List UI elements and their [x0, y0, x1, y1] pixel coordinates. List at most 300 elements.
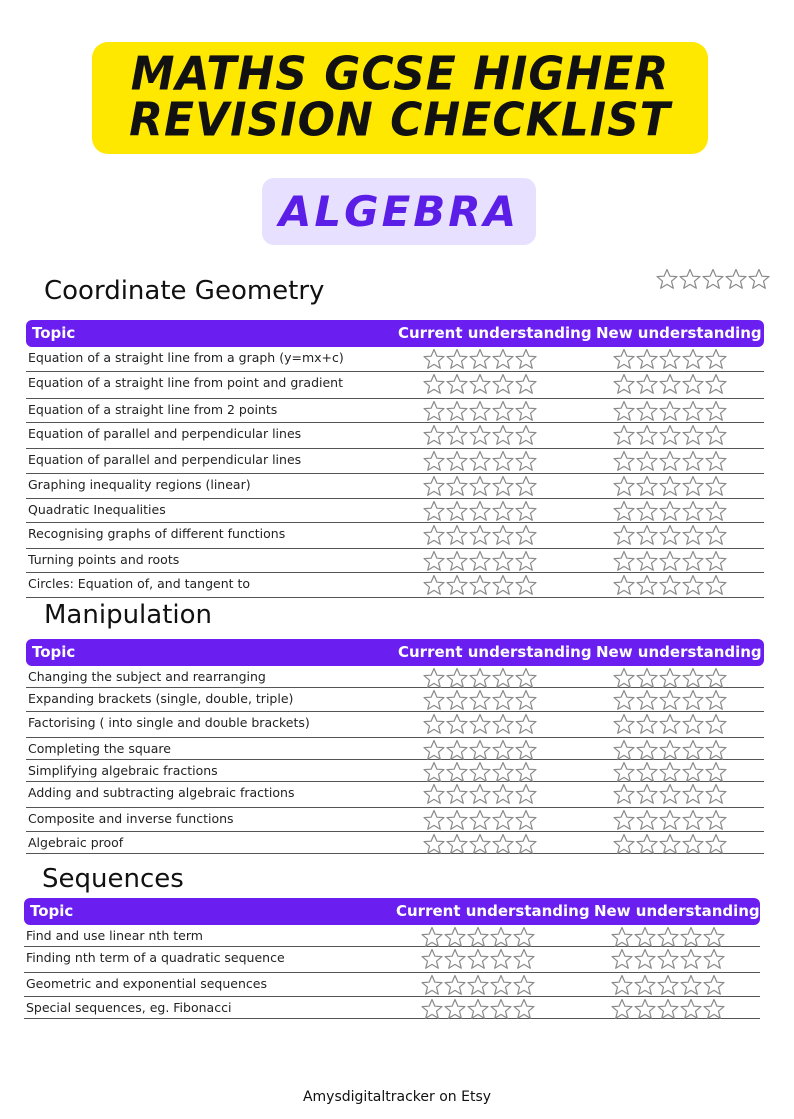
star-icon[interactable] [658, 373, 682, 395]
star-icon[interactable] [681, 739, 705, 761]
current-understanding-rating[interactable] [420, 926, 535, 948]
star-icon[interactable] [514, 475, 538, 497]
star-icon[interactable] [445, 667, 469, 689]
topic-label: Equation of a straight line from point and gradient [28, 375, 343, 390]
star-icon[interactable] [445, 809, 469, 831]
topic-label: Equation of parallel and perpendicular lines [28, 426, 302, 441]
star-icon[interactable] [491, 400, 515, 422]
star-icon[interactable] [445, 550, 469, 572]
star-icon[interactable] [491, 739, 515, 761]
star-icon[interactable] [514, 783, 538, 805]
new-understanding-rating[interactable] [612, 667, 727, 689]
star-icon[interactable] [681, 761, 705, 783]
star-icon[interactable] [658, 833, 682, 855]
current-understanding-rating[interactable] [422, 667, 537, 689]
star-icon[interactable] [635, 833, 659, 855]
star-icon[interactable] [658, 809, 682, 831]
new-understanding-rating[interactable] [612, 761, 727, 783]
star-icon[interactable] [445, 689, 469, 711]
topic-label: Special sequences, eg. Fibonacci [26, 1000, 232, 1015]
new-understanding-rating[interactable] [612, 524, 727, 546]
star-icon[interactable] [704, 739, 728, 761]
star-icon[interactable] [704, 809, 728, 831]
star-icon[interactable] [491, 713, 515, 735]
new-understanding-rating[interactable] [610, 948, 725, 970]
current-understanding-rating[interactable] [420, 948, 535, 970]
star-icon[interactable] [422, 450, 446, 472]
current-understanding-rating[interactable] [422, 809, 537, 831]
star-icon[interactable] [514, 809, 538, 831]
header-new-understanding: New understanding [594, 902, 760, 920]
star-icon[interactable] [445, 761, 469, 783]
star-icon[interactable] [704, 373, 728, 395]
star-icon[interactable] [679, 926, 703, 948]
star-icon[interactable] [658, 524, 682, 546]
star-icon[interactable] [635, 739, 659, 761]
star-icon[interactable] [702, 974, 726, 996]
star-icon[interactable] [635, 450, 659, 472]
table-row [26, 372, 764, 399]
star-icon[interactable] [681, 348, 705, 370]
star-icon[interactable] [612, 809, 636, 831]
star-icon[interactable] [422, 524, 446, 546]
star-icon[interactable] [612, 713, 636, 735]
star-icon[interactable] [491, 475, 515, 497]
star-icon[interactable] [468, 809, 492, 831]
star-icon[interactable] [704, 689, 728, 711]
star-icon[interactable] [491, 667, 515, 689]
star-icon[interactable] [514, 524, 538, 546]
star-icon[interactable] [514, 739, 538, 761]
table-row [26, 449, 764, 474]
star-icon[interactable] [635, 475, 659, 497]
current-understanding-rating[interactable] [422, 783, 537, 805]
star-icon[interactable] [704, 713, 728, 735]
star-icon[interactable] [491, 574, 515, 596]
current-understanding-rating[interactable] [422, 475, 537, 497]
new-understanding-rating[interactable] [612, 783, 727, 805]
star-icon[interactable] [468, 574, 492, 596]
star-icon[interactable] [445, 783, 469, 805]
current-understanding-rating[interactable] [422, 450, 537, 472]
star-icon[interactable] [468, 400, 492, 422]
star-icon[interactable] [445, 833, 469, 855]
star-icon[interactable] [610, 998, 634, 1020]
star-icon[interactable] [445, 500, 469, 522]
star-icon[interactable] [681, 783, 705, 805]
star-icon[interactable] [422, 739, 446, 761]
topic-label: Changing the subject and rearranging [28, 669, 266, 684]
star-icon[interactable] [704, 400, 728, 422]
section-title: ALGEBRA [278, 187, 520, 236]
star-icon[interactable] [658, 739, 682, 761]
star-icon[interactable] [612, 500, 636, 522]
new-understanding-rating[interactable] [612, 475, 727, 497]
star-icon[interactable] [612, 475, 636, 497]
star-icon[interactable] [612, 783, 636, 805]
topic-label: Turning points and roots [28, 552, 180, 567]
star-icon[interactable] [514, 450, 538, 472]
star-icon[interactable] [422, 783, 446, 805]
star-icon[interactable] [612, 739, 636, 761]
star-icon[interactable] [635, 524, 659, 546]
star-icon[interactable] [422, 689, 446, 711]
star-icon[interactable] [443, 926, 467, 948]
table-row [24, 947, 760, 973]
star-icon[interactable] [612, 524, 636, 546]
star-icon[interactable] [612, 400, 636, 422]
star-icon[interactable] [514, 424, 538, 446]
star-icon[interactable] [491, 424, 515, 446]
rating-legend [655, 268, 770, 292]
star-icon[interactable] [491, 373, 515, 395]
star-icon[interactable] [656, 948, 680, 970]
star-icon[interactable] [635, 667, 659, 689]
table-row [26, 399, 764, 423]
star-icon[interactable] [445, 450, 469, 472]
star-icon[interactable] [445, 524, 469, 546]
star-icon[interactable] [422, 761, 446, 783]
star-icon[interactable] [658, 783, 682, 805]
header-current-understanding: Current understanding [396, 902, 590, 920]
star-icon[interactable] [514, 713, 538, 735]
star-icon[interactable] [466, 998, 490, 1020]
table-row [24, 997, 760, 1019]
new-understanding-rating[interactable] [610, 974, 725, 996]
star-icon[interactable] [656, 974, 680, 996]
star-icon[interactable] [422, 809, 446, 831]
star-icon[interactable] [420, 948, 444, 970]
star-icon[interactable] [612, 667, 636, 689]
table-row [26, 808, 764, 832]
star-icon[interactable] [658, 761, 682, 783]
current-understanding-rating[interactable] [422, 524, 537, 546]
star-icon [724, 268, 748, 292]
star-icon[interactable] [422, 373, 446, 395]
star-icon[interactable] [681, 450, 705, 472]
star-icon[interactable] [468, 550, 492, 572]
star-icon[interactable] [491, 809, 515, 831]
star-icon[interactable] [635, 424, 659, 446]
star-icon[interactable] [514, 550, 538, 572]
star-icon[interactable] [633, 926, 657, 948]
star-icon[interactable] [704, 783, 728, 805]
star-icon[interactable] [658, 500, 682, 522]
star-icon[interactable] [420, 926, 444, 948]
topic-label: Factorising ( into single and double brackets) [28, 715, 310, 730]
star-icon[interactable] [704, 348, 728, 370]
star-icon[interactable] [468, 783, 492, 805]
star-icon[interactable] [658, 550, 682, 572]
star-icon[interactable] [445, 475, 469, 497]
star-icon[interactable] [612, 574, 636, 596]
star-icon[interactable] [704, 475, 728, 497]
star-icon[interactable] [704, 833, 728, 855]
star-icon[interactable] [422, 348, 446, 370]
star-icon[interactable] [468, 500, 492, 522]
star-icon[interactable] [681, 373, 705, 395]
topic-label: Quadratic Inequalities [28, 502, 166, 517]
star-icon[interactable] [704, 667, 728, 689]
star-icon[interactable] [491, 524, 515, 546]
star-icon[interactable] [612, 450, 636, 472]
star-icon[interactable] [635, 373, 659, 395]
star-icon[interactable] [658, 424, 682, 446]
star-icon[interactable] [681, 667, 705, 689]
star-icon[interactable] [656, 926, 680, 948]
star-icon[interactable] [468, 713, 492, 735]
star-icon[interactable] [445, 424, 469, 446]
star-icon[interactable] [491, 689, 515, 711]
star-icon[interactable] [704, 524, 728, 546]
topic-label: Equation of a straight line from a graph (y=mx+c) [28, 350, 344, 365]
new-understanding-rating[interactable] [612, 713, 727, 735]
star-icon[interactable] [514, 500, 538, 522]
new-understanding-rating[interactable] [612, 500, 727, 522]
star-icon[interactable] [466, 926, 490, 948]
star-icon[interactable] [420, 974, 444, 996]
current-understanding-rating[interactable] [422, 348, 537, 370]
star-icon[interactable] [704, 424, 728, 446]
new-understanding-rating[interactable] [612, 689, 727, 711]
star-icon[interactable] [658, 689, 682, 711]
star-icon[interactable] [612, 373, 636, 395]
star-icon[interactable] [658, 400, 682, 422]
star-icon[interactable] [679, 998, 703, 1020]
star-icon[interactable] [468, 424, 492, 446]
star-icon[interactable] [468, 450, 492, 472]
star-icon[interactable] [512, 948, 536, 970]
star-icon[interactable] [610, 926, 634, 948]
star-icon[interactable] [491, 550, 515, 572]
star-icon[interactable] [679, 948, 703, 970]
star-icon[interactable] [704, 550, 728, 572]
current-understanding-rating[interactable] [422, 713, 537, 735]
star-icon[interactable] [681, 574, 705, 596]
star-icon[interactable] [422, 833, 446, 855]
star-icon[interactable] [702, 926, 726, 948]
new-understanding-rating[interactable] [612, 739, 727, 761]
star-icon[interactable] [658, 713, 682, 735]
star-icon[interactable] [514, 373, 538, 395]
star-icon[interactable] [612, 761, 636, 783]
star-icon[interactable] [702, 948, 726, 970]
star-icon[interactable] [468, 475, 492, 497]
current-understanding-rating[interactable] [420, 998, 535, 1020]
star-icon[interactable] [514, 667, 538, 689]
current-understanding-rating[interactable] [422, 574, 537, 596]
current-understanding-rating[interactable] [422, 424, 537, 446]
star-icon[interactable] [445, 739, 469, 761]
star-icon[interactable] [635, 550, 659, 572]
star-icon [655, 268, 679, 292]
star-icon[interactable] [612, 550, 636, 572]
star-icon[interactable] [468, 739, 492, 761]
header-new-understanding: New understanding [596, 324, 762, 342]
star-icon[interactable] [656, 998, 680, 1020]
star-icon[interactable] [658, 667, 682, 689]
star-icon[interactable] [422, 400, 446, 422]
star-icon[interactable] [681, 689, 705, 711]
table-row [26, 832, 764, 854]
star-icon[interactable] [681, 400, 705, 422]
star-icon[interactable] [635, 713, 659, 735]
star-icon[interactable] [491, 500, 515, 522]
star-icon[interactable] [466, 974, 490, 996]
star-icon[interactable] [422, 713, 446, 735]
star-icon[interactable] [512, 974, 536, 996]
star-icon[interactable] [422, 424, 446, 446]
star-icon[interactable] [491, 348, 515, 370]
new-understanding-rating[interactable] [612, 574, 727, 596]
star-icon[interactable] [514, 574, 538, 596]
topic-label: Finding nth term of a quadratic sequence [26, 950, 285, 965]
table-row [26, 688, 764, 712]
star-icon[interactable] [635, 761, 659, 783]
star-icon[interactable] [445, 348, 469, 370]
new-understanding-rating[interactable] [612, 348, 727, 370]
current-understanding-rating[interactable] [422, 761, 537, 783]
star-icon[interactable] [491, 833, 515, 855]
star-icon[interactable] [658, 475, 682, 497]
topic-label: Geometric and exponential sequences [26, 976, 267, 991]
star-icon[interactable] [491, 450, 515, 472]
star-icon[interactable] [635, 348, 659, 370]
star-icon[interactable] [422, 550, 446, 572]
star-icon[interactable] [445, 373, 469, 395]
star-icon[interactable] [681, 550, 705, 572]
new-understanding-rating[interactable] [612, 809, 727, 831]
star-icon[interactable] [704, 450, 728, 472]
new-understanding-rating[interactable] [612, 450, 727, 472]
star-icon[interactable] [635, 500, 659, 522]
star-icon[interactable] [422, 574, 446, 596]
star-icon[interactable] [635, 809, 659, 831]
star-icon[interactable] [489, 974, 513, 996]
current-understanding-rating[interactable] [422, 833, 537, 855]
star-icon[interactable] [514, 689, 538, 711]
footer-credit: Amysdigitaltracker on Etsy [302, 1089, 492, 1105]
star-icon[interactable] [658, 348, 682, 370]
star-icon[interactable] [468, 761, 492, 783]
star-icon[interactable] [704, 761, 728, 783]
star-icon[interactable] [489, 948, 513, 970]
header-new-understanding: New understanding [596, 643, 762, 661]
current-understanding-rating[interactable] [422, 689, 537, 711]
star-icon[interactable] [489, 998, 513, 1020]
star-icon[interactable] [633, 974, 657, 996]
new-understanding-rating[interactable] [612, 373, 727, 395]
star-icon[interactable] [468, 667, 492, 689]
current-understanding-rating[interactable] [422, 500, 537, 522]
star-icon[interactable] [512, 998, 536, 1020]
star-icon[interactable] [443, 974, 467, 996]
star-icon[interactable] [704, 574, 728, 596]
star-icon[interactable] [514, 833, 538, 855]
star-icon[interactable] [489, 926, 513, 948]
star-icon[interactable] [704, 500, 728, 522]
star-icon[interactable] [633, 948, 657, 970]
star-icon[interactable] [491, 761, 515, 783]
star-icon[interactable] [512, 926, 536, 948]
star-icon[interactable] [635, 400, 659, 422]
star-icon[interactable] [681, 500, 705, 522]
star-icon[interactable] [610, 948, 634, 970]
table-row [26, 712, 764, 738]
star-icon[interactable] [681, 713, 705, 735]
star-icon[interactable] [468, 373, 492, 395]
star-icon[interactable] [612, 833, 636, 855]
table-header [24, 898, 760, 925]
star-icon[interactable] [635, 783, 659, 805]
star-icon[interactable] [681, 809, 705, 831]
star-icon[interactable] [466, 948, 490, 970]
star-icon[interactable] [443, 998, 467, 1020]
star-icon[interactable] [514, 348, 538, 370]
current-understanding-rating[interactable] [422, 400, 537, 422]
star-icon[interactable] [514, 400, 538, 422]
new-understanding-rating[interactable] [612, 400, 727, 422]
star-icon[interactable] [468, 689, 492, 711]
star-icon[interactable] [468, 833, 492, 855]
table-row [26, 347, 764, 372]
star-icon[interactable] [422, 500, 446, 522]
star-icon[interactable] [514, 761, 538, 783]
star-icon[interactable] [681, 524, 705, 546]
star-icon[interactable] [612, 689, 636, 711]
star-icon[interactable] [635, 574, 659, 596]
current-understanding-rating[interactable] [422, 550, 537, 572]
table-row [26, 549, 764, 573]
new-understanding-rating[interactable] [612, 424, 727, 446]
star-icon[interactable] [679, 974, 703, 996]
star-icon[interactable] [445, 400, 469, 422]
star-icon[interactable] [443, 948, 467, 970]
star-icon [701, 268, 725, 292]
new-understanding-rating[interactable] [610, 926, 725, 948]
star-icon[interactable] [491, 783, 515, 805]
new-understanding-rating[interactable] [612, 550, 727, 572]
new-understanding-rating[interactable] [610, 998, 725, 1020]
star-icon[interactable] [635, 689, 659, 711]
current-understanding-rating[interactable] [422, 373, 537, 395]
star-icon[interactable] [702, 998, 726, 1020]
star-icon[interactable] [468, 524, 492, 546]
star-icon[interactable] [420, 998, 444, 1020]
topic-label: Completing the square [28, 741, 171, 756]
star-icon[interactable] [468, 348, 492, 370]
star-icon[interactable] [658, 450, 682, 472]
star-icon[interactable] [612, 348, 636, 370]
star-icon[interactable] [658, 574, 682, 596]
header-topic: Topic [32, 643, 76, 661]
star-icon[interactable] [633, 998, 657, 1020]
new-understanding-rating[interactable] [612, 833, 727, 855]
current-understanding-rating[interactable] [420, 974, 535, 996]
star-icon[interactable] [612, 424, 636, 446]
star-icon[interactable] [445, 574, 469, 596]
star-icon[interactable] [422, 667, 446, 689]
table-row [26, 666, 764, 688]
star-icon[interactable] [681, 424, 705, 446]
star-icon[interactable] [422, 475, 446, 497]
star-icon[interactable] [681, 475, 705, 497]
star-icon[interactable] [445, 713, 469, 735]
header-current-understanding: Current understanding [398, 643, 592, 661]
star-icon[interactable] [610, 974, 634, 996]
current-understanding-rating[interactable] [422, 739, 537, 761]
star-icon[interactable] [681, 833, 705, 855]
